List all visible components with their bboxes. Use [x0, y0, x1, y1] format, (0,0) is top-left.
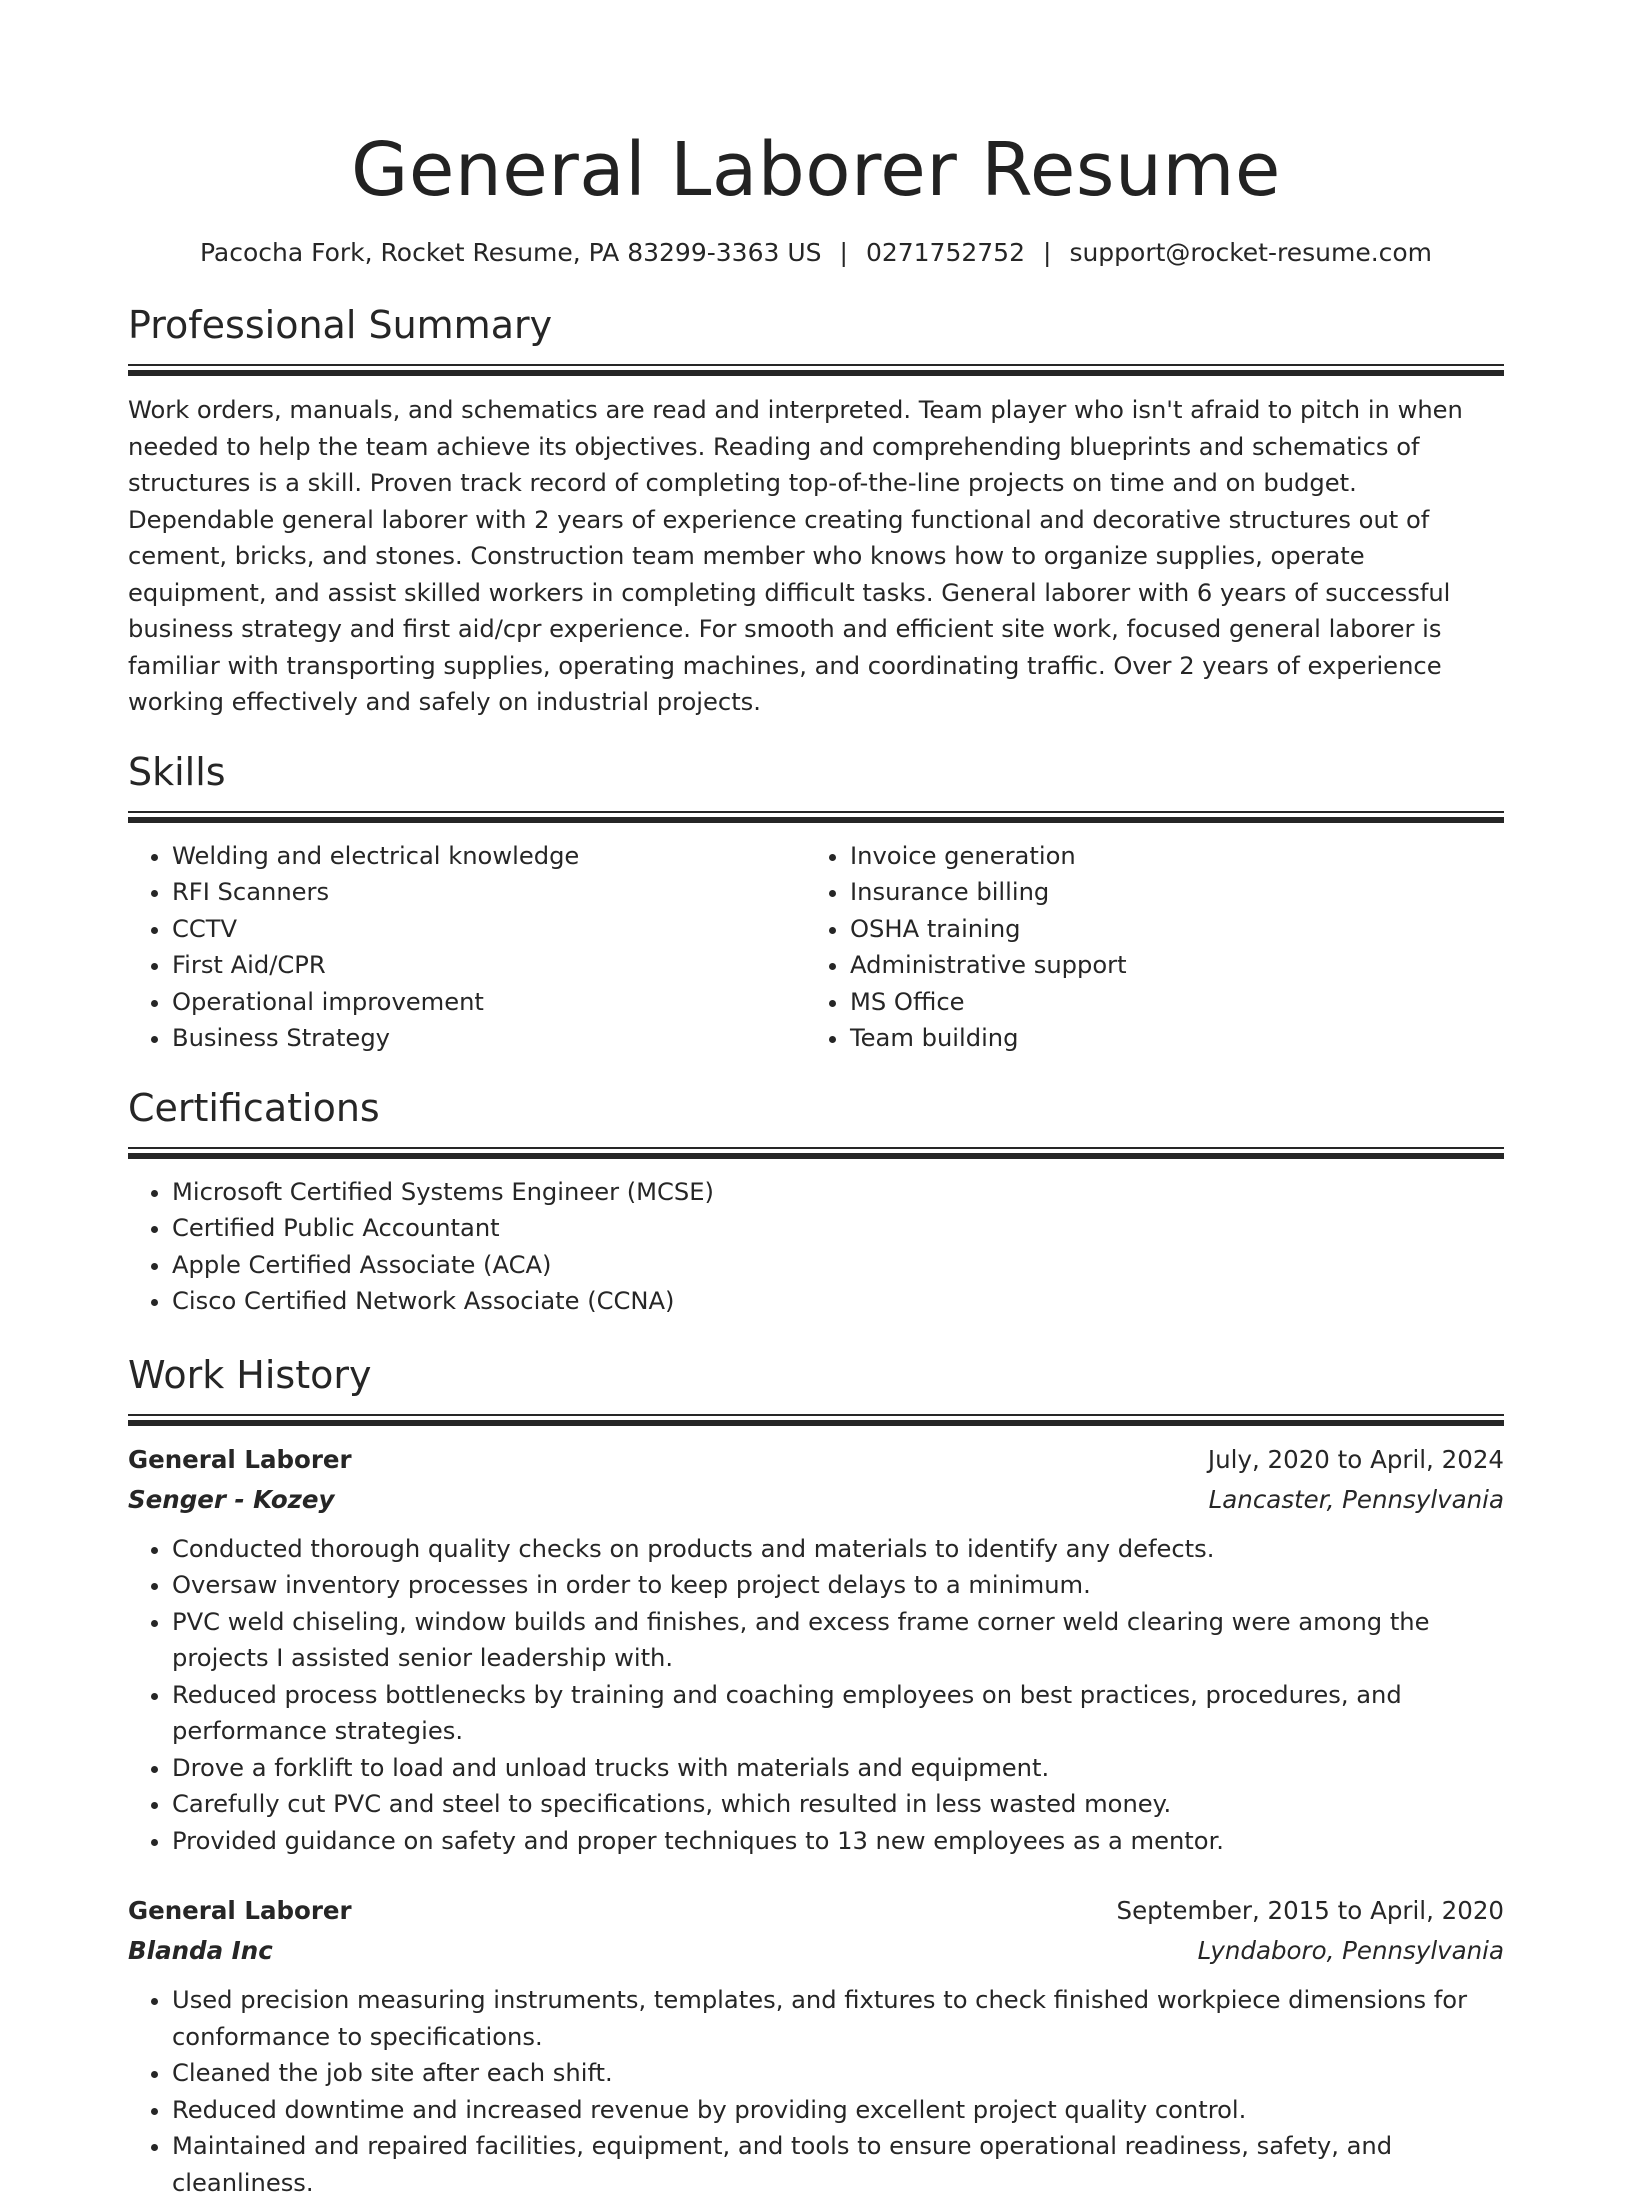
job-duty-item: • Carefully cut PVC and steel to specifications, which resulted in less wasted money. — [172, 1786, 1504, 1823]
skills-column-right — [806, 838, 1484, 1057]
contact-separator: | — [840, 236, 848, 270]
address-text: Pacocha Fork, Rocket Resume, PA 83299-3363 US — [200, 238, 822, 267]
certification-item: • Microsoft Certified Systems Engineer (MCSE) — [172, 1174, 1504, 1211]
certification-item: • Certified Public Accountant — [172, 1210, 1504, 1247]
skills-column-left — [128, 838, 806, 1057]
summary-heading: Professional Summary — [128, 300, 1504, 350]
job-duty-item: • Provided guidance on safety and proper techniques to 13 new employees as a mentor. — [172, 1823, 1504, 1860]
section-divider — [128, 811, 1504, 823]
skills-section — [128, 747, 1504, 1057]
job-duty-item: • Used precision measuring instruments, templates, and fixtures to check finished workpiece dimensions for conformance to specifications. — [172, 1982, 1504, 2055]
skill-item: • OSHA training — [850, 911, 1484, 948]
job-header-row — [128, 1891, 1504, 1931]
skill-item: • Invoice generation — [850, 838, 1484, 875]
job-duty-item: • Maintained and repaired facilities, equipment, and tools to ensure operational readiness, safety, and cleanliness. — [172, 2128, 1504, 2201]
job-entry — [128, 1891, 1504, 2201]
email-text: support@rocket-resume.com — [1069, 238, 1432, 267]
skill-item: • CCTV — [172, 911, 806, 948]
section-divider — [128, 1147, 1504, 1159]
skill-item: • MS Office — [850, 984, 1484, 1021]
job-company-row — [128, 1931, 1504, 1971]
certification-item: • Cisco Certified Network Associate (CCNA) — [172, 1283, 1504, 1320]
work-history-section — [128, 1350, 1504, 2201]
contact-separator: | — [1043, 236, 1051, 270]
job-duty-item: • Cleaned the job site after each shift. — [172, 2055, 1504, 2092]
resume-title: General Laborer Resume — [128, 122, 1504, 218]
skill-item: • Insurance billing — [850, 874, 1484, 911]
skill-item: • Administrative support — [850, 947, 1484, 984]
job-entry — [128, 1440, 1504, 1860]
skill-item: • Welding and electrical knowledge — [172, 838, 806, 875]
job-location: Lancaster, Pennsylvania — [1209, 1480, 1504, 1520]
skills-heading: Skills — [128, 747, 1504, 797]
certification-item: • Apple Certified Associate (ACA) — [172, 1247, 1504, 1284]
job-duty-item: • Reduced downtime and increased revenue by providing excellent project quality control. — [172, 2092, 1504, 2129]
job-company: Blanda Inc — [128, 1931, 273, 1971]
job-duty-item: • Reduced process bottlenecks by training and coaching employees on best practices, procedures, and performance strategies. — [172, 1677, 1504, 1750]
job-title: General Laborer — [128, 1440, 352, 1480]
job-duties-list — [128, 1531, 1504, 1860]
skill-item: • Business Strategy — [172, 1020, 806, 1057]
certifications-list — [128, 1174, 1504, 1320]
work-history-heading: Work History — [128, 1350, 1504, 1400]
job-duty-item: • Drove a forklift to load and unload trucks with materials and equipment. — [172, 1750, 1504, 1787]
job-duties-list — [128, 1982, 1504, 2201]
job-header-row — [128, 1440, 1504, 1480]
certifications-heading: Certifications — [128, 1083, 1504, 1133]
job-duty-item: • PVC weld chiseling, window builds and finishes, and excess frame corner weld clearing were among the projects I assisted senior leadership with. — [172, 1604, 1504, 1677]
job-dates: July, 2020 to April, 2024 — [1208, 1440, 1504, 1480]
job-duty-item: • Oversaw inventory processes in order to keep project delays to a minimum. — [172, 1567, 1504, 1604]
phone-text: 0271752752 — [866, 238, 1025, 267]
job-location: Lyndaboro, Pennsylvania — [1198, 1931, 1504, 1971]
contact-line — [128, 236, 1504, 270]
skill-item: • RFI Scanners — [172, 874, 806, 911]
resume-page — [128, 0, 1504, 2201]
section-divider — [128, 1414, 1504, 1426]
skills-grid — [128, 838, 1504, 1057]
section-divider — [128, 364, 1504, 376]
job-company: Senger - Kozey — [128, 1480, 335, 1520]
job-duty-item: • Conducted thorough quality checks on products and materials to identify any defects. — [172, 1531, 1504, 1568]
job-title: General Laborer — [128, 1891, 352, 1931]
summary-text: Work orders, manuals, and schematics are read and interpreted. Team player who isn't afraid to pitch in when needed to help the team achieve its objectives. Reading and comprehending blueprints and schematics of structures is a skill. Proven track record of completing top-of-the-line projects on time and on budget. Dependable general laborer with 2 years of experience creating functional and decorative structures out of cement, bricks, and stones. Construction team member who knows how to organize supplies, operate equipment, and assist skilled workers in completing difficult tasks. General laborer with 6 years of successful business strategy and first aid/cpr experience. For smooth and efficient site work, focused general laborer is familiar with transporting supplies, operating machines, and coordinating traffic. Over 2 years of experience working effectively and safely on industrial projects. — [128, 392, 1504, 721]
certifications-section — [128, 1083, 1504, 1320]
skill-item: • Operational improvement — [172, 984, 806, 1021]
skill-item: • Team building — [850, 1020, 1484, 1057]
job-company-row — [128, 1480, 1504, 1520]
job-dates: September, 2015 to April, 2020 — [1117, 1891, 1504, 1931]
skill-item: • First Aid/CPR — [172, 947, 806, 984]
summary-section — [128, 300, 1504, 721]
